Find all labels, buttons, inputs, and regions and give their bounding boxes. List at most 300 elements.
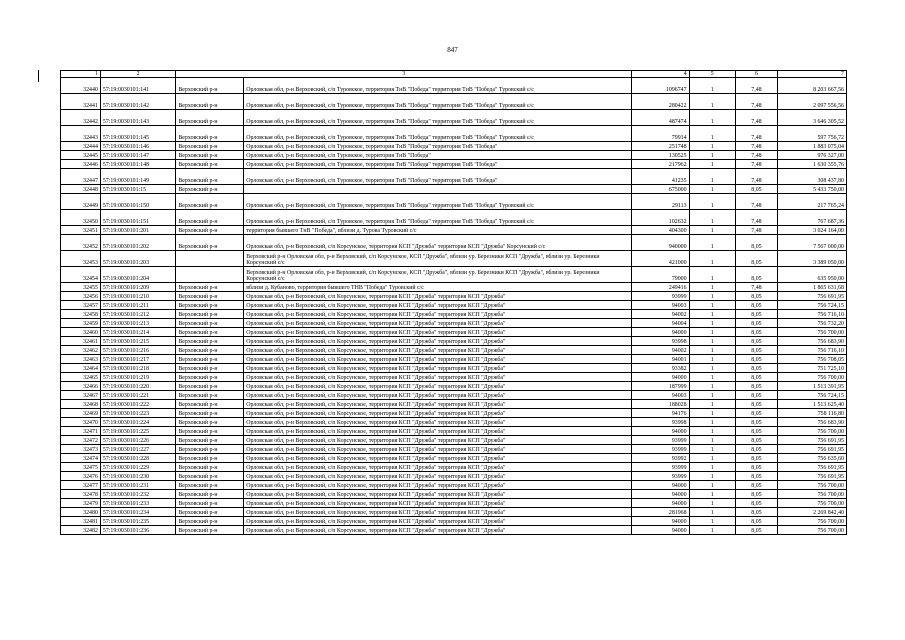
address-cell: Орловская обл, р-н Верховский, с/п Туровское, территория ТнВ "Победа" <box>244 151 632 160</box>
category-cell: 1 <box>689 292 735 301</box>
category-cell: 1 <box>689 319 735 328</box>
row-number-cell: 32469 <box>61 409 101 418</box>
rate-cell: 8,05 <box>735 481 777 490</box>
row-number-cell: 32460 <box>61 328 101 337</box>
table-row <box>61 391 847 400</box>
district-cell: Верховский р-н <box>176 194 244 210</box>
category-cell: 1 <box>689 94 735 110</box>
rate-cell: 8,05 <box>735 418 777 427</box>
rate-cell: 8,05 <box>735 185 777 194</box>
district-cell: Верховский р-н <box>176 78 244 94</box>
district-cell: Верховский р-н <box>176 310 244 319</box>
address-cell: Орловская обл, р-н Верховский, с/п Туровское, территория ТнВ "Победа" территория ТнВ "Победа" Туровский с/с <box>244 194 632 210</box>
cadastral-number-cell: 57:19:0030101:224 <box>100 418 175 427</box>
area-cell: 940000 <box>632 235 689 251</box>
category-cell: 1 <box>689 235 735 251</box>
category-cell: 1 <box>689 364 735 373</box>
cadastral-number-cell: 57:19:0030101:222 <box>100 400 175 409</box>
cadastral-number-cell: 57:19:0030101:150 <box>100 194 175 210</box>
area-cell: 94000 <box>632 328 689 337</box>
category-cell: 1 <box>689 194 735 210</box>
rate-cell: 8,05 <box>735 267 777 283</box>
rate-cell: 8,05 <box>735 517 777 526</box>
cadastral-number-cell: 57:19:0030101:210 <box>100 292 175 301</box>
rate-cell: 7,48 <box>735 142 777 151</box>
district-cell: Верховский р-н <box>176 499 244 508</box>
address-cell: Верховский р-н Орловская обл, р-н Верховский, с/п Корсунское, КСП "Дружба", вблизи ур. Березники КСП "Дружба", вблизи ур. Березники Корсунский с/с <box>244 267 632 283</box>
area-cell: 94001 <box>632 355 689 364</box>
table-row <box>61 526 847 535</box>
rate-cell: 7,48 <box>735 126 777 142</box>
rate-cell: 8,05 <box>735 382 777 391</box>
category-cell: 1 <box>689 185 735 194</box>
area-cell: 94003 <box>632 391 689 400</box>
table-row <box>61 517 847 526</box>
rate-cell: 8,05 <box>735 463 777 472</box>
district-cell: Верховский р-н <box>176 445 244 454</box>
area-cell: 94002 <box>632 310 689 319</box>
cadastral-number-cell: 57:19:0030101:228 <box>100 454 175 463</box>
address-cell: Орловская обл, р-н Верховский, с/п Туровское, территория ТнВ "Победа" территория ТнВ "Победа" <box>244 169 632 185</box>
address-cell: Орловская обл, р-н Верховский, с/п Туровское, территория ТнВ "Победа" территория ТнВ "Победа" Туровский с/с <box>244 126 632 142</box>
address-cell: Орловская обл, р-н Верховский, с/п Корсунское, территория КСП "Дружба" территория КСП "Дружба" <box>244 490 632 499</box>
rate-cell: 8,05 <box>735 292 777 301</box>
cadastral-number-cell: 57:19:0030101:235 <box>100 517 175 526</box>
district-cell: Верховский р-н <box>176 110 244 126</box>
row-number-cell: 32441 <box>61 94 101 110</box>
table-row <box>61 337 847 346</box>
cadastral-value-cell: 1 513 625,40 <box>777 400 846 409</box>
category-cell: 1 <box>689 400 735 409</box>
table-row <box>61 94 847 110</box>
cadastral-number-cell: 57:19:0030101:145 <box>100 126 175 142</box>
table-row <box>61 373 847 382</box>
cadastral-value-cell: 756 683,90 <box>777 418 846 427</box>
area-cell: 1096747 <box>632 78 689 94</box>
column-number-row <box>61 71 847 78</box>
cadastral-number-cell: 57:19:0030101:230 <box>100 472 175 481</box>
rate-cell: 7,48 <box>735 78 777 94</box>
area-cell: 93382 <box>632 364 689 373</box>
rate-cell: 7,48 <box>735 210 777 226</box>
row-number-cell: 32443 <box>61 126 101 142</box>
row-number-cell: 32446 <box>61 160 101 169</box>
cadastral-number-cell: 57:19:0030101:146 <box>100 142 175 151</box>
address-cell: Орловская обл, р-н Верховский, с/п Корсунское, территория КСП "Дружба" территория КСП "Дружба" <box>244 346 632 355</box>
table-row <box>61 355 847 364</box>
address-cell: Орловская обл, р-н Верховский, с/п Корсунское, территория КСП "Дружба" территория КСП "Дружба" <box>244 400 632 409</box>
row-number-cell: 32472 <box>61 436 101 445</box>
category-cell: 1 <box>689 472 735 481</box>
row-number-cell: 32448 <box>61 185 101 194</box>
cadastral-number-cell: 57:19:0030101:219 <box>100 373 175 382</box>
row-number-cell: 32470 <box>61 418 101 427</box>
table-row <box>61 267 847 283</box>
area-cell: 94000 <box>632 481 689 490</box>
district-cell: Верховский р-н <box>176 409 244 418</box>
address-cell: Орловская обл, р-н Верховский, с/п Туровское, территория ТнВ "Победа" территория ТнВ "Победа" Туровский с/с <box>244 94 632 110</box>
rate-cell: 8,05 <box>735 409 777 418</box>
category-cell: 1 <box>689 427 735 436</box>
area-cell: 94000 <box>632 526 689 535</box>
rate-cell: 7,48 <box>735 194 777 210</box>
rate-cell: 8,05 <box>735 364 777 373</box>
cadastral-value-cell: 1 513 391,95 <box>777 382 846 391</box>
district-cell: Верховский р-н <box>176 526 244 535</box>
table-row <box>61 126 847 142</box>
address-cell <box>244 185 632 194</box>
row-number-cell: 32455 <box>61 283 101 292</box>
address-cell: Орловская обл, р-н Верховский, с/п Корсунское, территория КСП "Дружба" территория КСП "Дружба" <box>244 310 632 319</box>
cadastral-value-cell: 767 687,36 <box>777 210 846 226</box>
category-cell: 1 <box>689 151 735 160</box>
cadastral-value-cell: 217 765,24 <box>777 194 846 210</box>
district-cell: Верховский р-н <box>176 481 244 490</box>
rate-cell: 8,05 <box>735 337 777 346</box>
rate-cell: 8,05 <box>735 499 777 508</box>
area-cell: 94004 <box>632 319 689 328</box>
table-row <box>61 283 847 292</box>
column-header: 1 <box>61 71 101 78</box>
area-cell: 94002 <box>632 346 689 355</box>
cadastral-number-cell: 57:19:0030101:232 <box>100 490 175 499</box>
cadastral-number-cell: 57:19:0030101:201 <box>100 226 175 235</box>
district-cell: Верховский р-н <box>176 337 244 346</box>
cadastral-number-cell: 57:19:0030101:15 <box>100 185 175 194</box>
category-cell: 1 <box>689 142 735 151</box>
address-cell: Орловская обл, р-н Верховский, с/п Корсунское, территория КСП "Дружба" территория КСП "Дружба" <box>244 427 632 436</box>
cadastral-number-cell: 57:19:0030101:203 <box>100 251 175 267</box>
table-row <box>61 418 847 427</box>
cadastral-value-table <box>60 70 847 535</box>
category-cell: 1 <box>689 517 735 526</box>
category-cell: 1 <box>689 301 735 310</box>
address-cell: Орловская обл, р-н Верховский, с/п Корсунское, территория КСП "Дружба" территория КСП "Дружба" <box>244 463 632 472</box>
column-header: 2 <box>100 71 175 78</box>
address-cell: Орловская обл, р-н Верховский, с/п Корсунское, территория КСП "Дружба" территория КСП "Дружба" <box>244 319 632 328</box>
rate-cell: 8,05 <box>735 508 777 517</box>
column-header: 4 <box>632 71 689 78</box>
district-cell <box>176 251 244 267</box>
category-cell: 1 <box>689 382 735 391</box>
row-number-cell: 32467 <box>61 391 101 400</box>
row-number-cell: 32451 <box>61 226 101 235</box>
area-cell: 93992 <box>632 454 689 463</box>
rate-cell: 7,48 <box>735 283 777 292</box>
category-cell: 1 <box>689 418 735 427</box>
area-cell: 93999 <box>632 292 689 301</box>
category-cell: 1 <box>689 454 735 463</box>
row-number-cell: 32482 <box>61 526 101 535</box>
district-cell: Верховский р-н <box>176 373 244 382</box>
table-row <box>61 210 847 226</box>
district-cell: Верховский р-н <box>176 142 244 151</box>
row-number-cell: 32481 <box>61 517 101 526</box>
cadastral-value-cell: 756 691,95 <box>777 436 846 445</box>
cadastral-number-cell: 57:19:0030101:218 <box>100 364 175 373</box>
category-cell: 1 <box>689 436 735 445</box>
address-cell: Орловская обл, р-н Верховский, с/п Корсунское, территория КСП "Дружба" территория КСП "Дружба" <box>244 454 632 463</box>
cadastral-number-cell: 57:19:0030101:233 <box>100 499 175 508</box>
area-cell: 487474 <box>632 110 689 126</box>
table-row <box>61 436 847 445</box>
address-cell: вблизи д. Кубаново, территория бывшего ТНВ "Победа" Туровский с/с <box>244 283 632 292</box>
area-cell: 94000 <box>632 517 689 526</box>
cadastral-number-cell: 57:19:0030101:147 <box>100 151 175 160</box>
address-cell: Орловская обл, р-н Верховский, с/п Туровское, территория ТнВ "Победа" территория ТнВ "Победа" Туровский с/с <box>244 110 632 126</box>
district-cell: Верховский р-н <box>176 210 244 226</box>
district-cell: Верховский р-н <box>176 517 244 526</box>
rate-cell: 8,05 <box>735 400 777 409</box>
address-cell: Орловская обл, р-н Верховский, с/п Корсунское, территория КСП "Дружба" территория КСП "Дружба" <box>244 382 632 391</box>
rate-cell: 7,48 <box>735 94 777 110</box>
cadastral-value-cell: 756 716,10 <box>777 346 846 355</box>
row-number-cell: 32458 <box>61 310 101 319</box>
row-number-cell: 32471 <box>61 427 101 436</box>
table-row <box>61 472 847 481</box>
cadastral-value-cell: 756 700,00 <box>777 328 846 337</box>
table-row <box>61 151 847 160</box>
row-number-cell: 32461 <box>61 337 101 346</box>
rate-cell: 8,05 <box>735 319 777 328</box>
address-cell: Орловская обл, р-н Верховский, с/п Корсунское, территория КСП "Дружба" территория КСП "Дружба" Корсунский с/с <box>244 235 632 251</box>
cadastral-value-cell: 1 865 631,68 <box>777 283 846 292</box>
row-number-cell: 32457 <box>61 301 101 310</box>
district-cell: Верховский р-н <box>176 400 244 409</box>
cadastral-value-cell: 756 732,20 <box>777 319 846 328</box>
column-header: 5 <box>689 71 735 78</box>
cadastral-number-cell: 57:19:0030101:142 <box>100 94 175 110</box>
district-cell: Верховский р-н <box>176 427 244 436</box>
address-cell: Орловская обл, р-н Верховский, с/п Туровское, территория ТнВ "Победа" территория ТнВ "Победа" Туровский с/с <box>244 210 632 226</box>
row-number-cell: 32466 <box>61 382 101 391</box>
table-row <box>61 328 847 337</box>
row-number-cell: 32452 <box>61 235 101 251</box>
row-number-cell: 32445 <box>61 151 101 160</box>
cadastral-number-cell: 57:19:0030101:204 <box>100 267 175 283</box>
area-cell: 93999 <box>632 472 689 481</box>
cadastral-value-cell: 3 024 164,00 <box>777 226 846 235</box>
area-cell: 93998 <box>632 337 689 346</box>
column-header: 6 <box>735 71 777 78</box>
area-cell: 29113 <box>632 194 689 210</box>
cadastral-value-cell: 756 700,00 <box>777 490 846 499</box>
area-cell: 94000 <box>632 490 689 499</box>
cadastral-number-cell: 57:19:0030101:215 <box>100 337 175 346</box>
table-row <box>61 194 847 210</box>
category-cell: 1 <box>689 160 735 169</box>
category-cell: 1 <box>689 78 735 94</box>
category-cell: 1 <box>689 445 735 454</box>
cadastral-value-cell: 756 691,95 <box>777 292 846 301</box>
cadastral-number-cell: 57:19:0030101:216 <box>100 346 175 355</box>
table-row <box>61 499 847 508</box>
row-number-cell: 32454 <box>61 267 101 283</box>
address-cell: Орловская обл, р-н Верховский, с/п Корсунское, территория КСП "Дружба" территория КСП "Дружба" <box>244 499 632 508</box>
cadastral-number-cell: 57:19:0030101:149 <box>100 169 175 185</box>
table-row <box>61 400 847 409</box>
area-cell: 280422 <box>632 94 689 110</box>
rate-cell: 8,05 <box>735 454 777 463</box>
table-row <box>61 251 847 267</box>
area-cell: 93999 <box>632 463 689 472</box>
address-cell: Орловская обл, р-н Верховский, с/п Корсунское, территория КСП "Дружба" территория КСП "Дружба" <box>244 517 632 526</box>
district-cell: Верховский р-н <box>176 226 244 235</box>
row-number-cell: 32462 <box>61 346 101 355</box>
cadastral-value-cell: 756 691,95 <box>777 463 846 472</box>
rate-cell: 8,05 <box>735 301 777 310</box>
cadastral-value-cell: 8 203 667,56 <box>777 78 846 94</box>
district-cell: Верховский р-н <box>176 346 244 355</box>
table-row <box>61 409 847 418</box>
cadastral-number-cell: 57:19:0030101:143 <box>100 110 175 126</box>
area-cell: 94176 <box>632 409 689 418</box>
cadastral-number-cell: 57:19:0030101:220 <box>100 382 175 391</box>
table-row <box>61 301 847 310</box>
row-number-cell: 32464 <box>61 364 101 373</box>
row-number-cell: 32450 <box>61 210 101 226</box>
area-cell: 675000 <box>632 185 689 194</box>
district-cell: Верховский р-н <box>176 391 244 400</box>
category-cell: 1 <box>689 210 735 226</box>
cadastral-value-cell: 756 724,15 <box>777 391 846 400</box>
cadastral-number-cell: 57:19:0030101:209 <box>100 283 175 292</box>
cadastral-number-cell: 57:19:0030101:202 <box>100 235 175 251</box>
row-number-cell: 32479 <box>61 499 101 508</box>
address-cell: Орловская обл, р-н Верховский, с/п Корсунское, территория КСП "Дружба" территория КСП "Дружба" <box>244 301 632 310</box>
category-cell: 1 <box>689 490 735 499</box>
cadastral-value-cell: 756 691,95 <box>777 472 846 481</box>
rate-cell: 8,05 <box>735 472 777 481</box>
cadastral-number-cell: 57:19:0030101:214 <box>100 328 175 337</box>
area-cell: 94000 <box>632 499 689 508</box>
cadastral-value-cell: 756 691,95 <box>777 445 846 454</box>
cadastral-value-cell: 2 097 556,56 <box>777 94 846 110</box>
row-number-cell: 32456 <box>61 292 101 301</box>
district-cell: Верховский р-н <box>176 454 244 463</box>
table-row <box>61 481 847 490</box>
rate-cell: 8,05 <box>735 445 777 454</box>
rate-cell: 7,48 <box>735 160 777 169</box>
address-cell: Орловская обл, р-н Верховский, с/п Корсунское, территория КСП "Дружба" территория КСП "Дружба" <box>244 337 632 346</box>
district-cell: Верховский р-н <box>176 463 244 472</box>
row-number-cell: 32459 <box>61 319 101 328</box>
area-cell: 94000 <box>632 373 689 382</box>
category-cell: 1 <box>689 499 735 508</box>
row-number-cell: 32465 <box>61 373 101 382</box>
table-row <box>61 226 847 235</box>
page-number: 847 <box>447 46 458 54</box>
table-row <box>61 445 847 454</box>
area-cell: 251748 <box>632 142 689 151</box>
cadastral-value-cell: 756 700,00 <box>777 373 846 382</box>
area-cell: 93998 <box>632 418 689 427</box>
table-row <box>61 463 847 472</box>
table-row <box>61 185 847 194</box>
cadastral-value-cell: 597 756,72 <box>777 126 846 142</box>
cadastral-value-cell: 756 700,00 <box>777 481 846 490</box>
cadastral-number-cell: 57:19:0030101:229 <box>100 463 175 472</box>
district-cell: Верховский р-н <box>176 292 244 301</box>
address-cell: Орловская обл, р-н Верховский, с/п Корсунское, территория КСП "Дружба" территория КСП "Дружба" <box>244 445 632 454</box>
cadastral-number-cell: 57:19:0030101:234 <box>100 508 175 517</box>
district-cell: Верховский р-н <box>176 235 244 251</box>
rate-cell: 7,48 <box>735 110 777 126</box>
category-cell: 1 <box>689 337 735 346</box>
district-cell: Верховский р-н <box>176 328 244 337</box>
cadastral-number-cell: 57:19:0030101:225 <box>100 427 175 436</box>
cadastral-number-cell: 57:19:0030101:221 <box>100 391 175 400</box>
area-cell: 421000 <box>632 251 689 267</box>
area-cell: 94000 <box>632 427 689 436</box>
category-cell: 1 <box>689 283 735 292</box>
area-cell: 249416 <box>632 283 689 292</box>
row-number-cell: 32476 <box>61 472 101 481</box>
rate-cell: 7,48 <box>735 226 777 235</box>
category-cell: 1 <box>689 391 735 400</box>
district-cell: Верховский р-н <box>176 436 244 445</box>
cadastral-value-cell: 976 327,00 <box>777 151 846 160</box>
area-cell: 93999 <box>632 445 689 454</box>
district-cell <box>176 267 244 283</box>
area-cell: 187999 <box>632 382 689 391</box>
cadastral-number-cell: 57:19:0030101:223 <box>100 409 175 418</box>
category-cell: 1 <box>689 328 735 337</box>
table-row <box>61 160 847 169</box>
address-cell: Орловская обл, р-н Верховский, с/п Корсунское, территория КСП "Дружба" территория КСП "Дружба" <box>244 373 632 382</box>
address-cell: Орловская обл, р-н Верховский, с/п Корсунское, территория КСП "Дружба" территория КСП "Дружба" <box>244 409 632 418</box>
area-cell: 102632 <box>632 210 689 226</box>
area-cell: 404300 <box>632 226 689 235</box>
row-number-cell: 32449 <box>61 194 101 210</box>
cadastral-value-cell: 756 700,00 <box>777 427 846 436</box>
cadastral-number-cell: 57:19:0030101:151 <box>100 210 175 226</box>
district-cell: Верховский р-н <box>176 418 244 427</box>
cadastral-value-cell: 756 700,00 <box>777 517 846 526</box>
category-cell: 1 <box>689 110 735 126</box>
row-number-cell: 32440 <box>61 78 101 94</box>
category-cell: 1 <box>689 481 735 490</box>
cadastral-number-cell: 57:19:0030101:211 <box>100 301 175 310</box>
address-cell: Орловская обл, р-н Верховский, с/п Туровское, территория ТнВ "Победа" территория ТнВ "Победа" Туровский с/с <box>244 78 632 94</box>
address-cell: Орловская обл, р-н Верховский, с/п Корсунское, территория КСП "Дружба" территория КСП "Дружба" <box>244 436 632 445</box>
table-row <box>61 319 847 328</box>
address-cell: Орловская обл, р-н Верховский, с/п Туровское, территория ТнВ "Победа" территория ТнВ "Победа" <box>244 160 632 169</box>
address-cell: Орловская обл, р-н Верховский, с/п Туровское, территория ТнВ "Победа" территория ТнВ "Победа" <box>244 142 632 151</box>
table-row <box>61 310 847 319</box>
cadastral-number-cell: 57:19:0030101:217 <box>100 355 175 364</box>
rate-cell: 8,05 <box>735 328 777 337</box>
district-cell: Верховский р-н <box>176 508 244 517</box>
table-row <box>61 508 847 517</box>
area-cell: 217962 <box>632 160 689 169</box>
category-cell: 1 <box>689 126 735 142</box>
district-cell: Верховский р-н <box>176 301 244 310</box>
table-row <box>61 364 847 373</box>
district-cell: Верховский р-н <box>176 94 244 110</box>
cadastral-value-cell: 758 116,80 <box>777 409 846 418</box>
category-cell: 1 <box>689 346 735 355</box>
district-cell: Верховский р-н <box>176 126 244 142</box>
address-cell: Орловская обл, р-н Верховский, с/п Корсунское, территория КСП "Дружба" территория КСП "Дружба" <box>244 472 632 481</box>
row-number-cell: 32473 <box>61 445 101 454</box>
cadastral-number-cell: 57:19:0030101:227 <box>100 445 175 454</box>
rate-cell: 8,05 <box>735 427 777 436</box>
rate-cell: 8,05 <box>735 355 777 364</box>
table-row <box>61 78 847 94</box>
cadastral-number-cell: 57:19:0030101:141 <box>100 78 175 94</box>
address-cell: Орловская обл, р-н Верховский, с/п Корсунское, территория КСП "Дружба" территория КСП "Дружба" <box>244 355 632 364</box>
